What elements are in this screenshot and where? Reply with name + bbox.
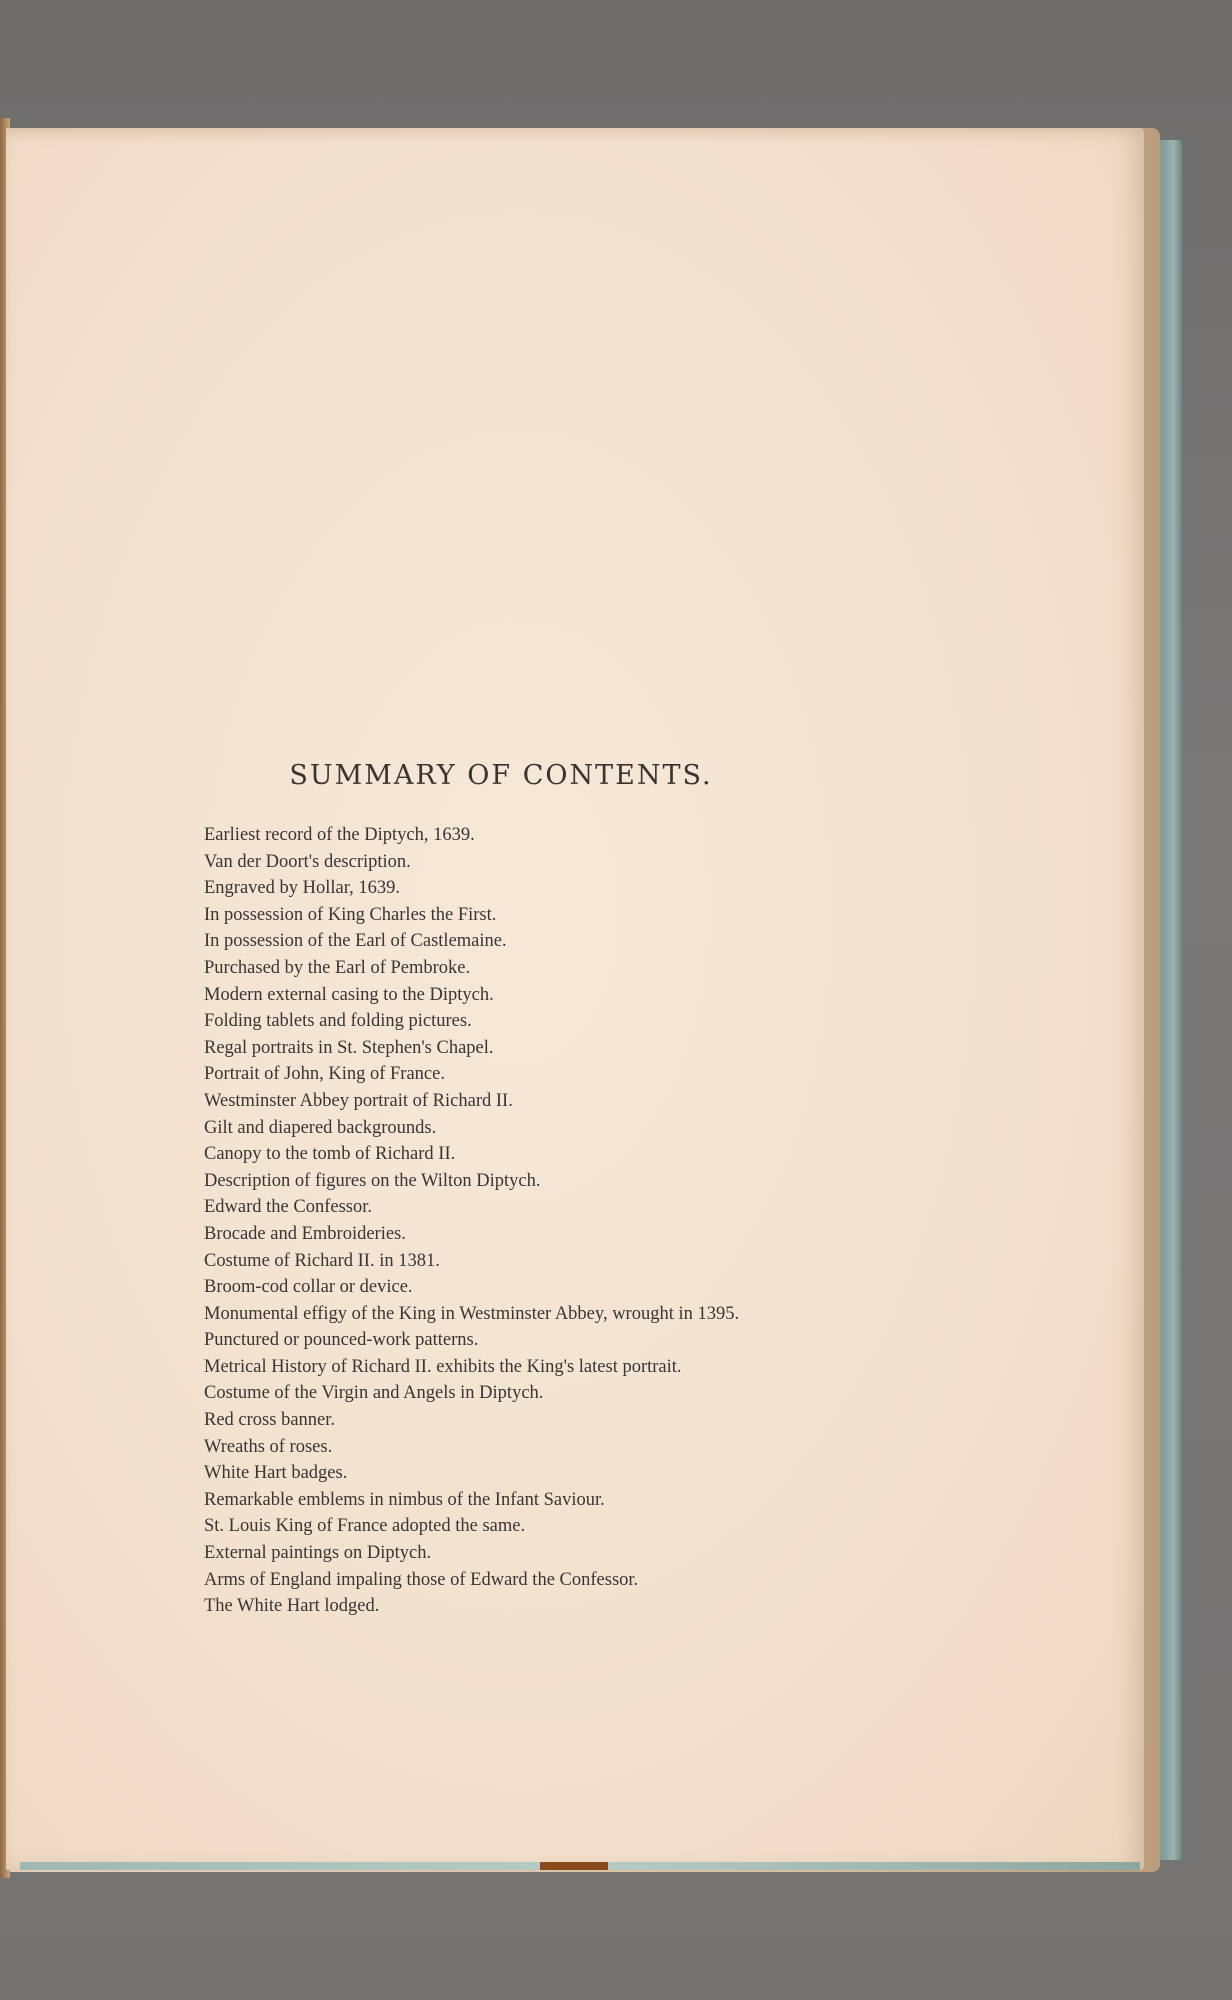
contents-entry: External paintings on Diptych. <box>204 1543 432 1564</box>
page-title: SUMMARY OF CONTENTS. <box>289 760 713 791</box>
contents-entry: Arms of England impaling those of Edward the Confessor. <box>204 1569 639 1590</box>
contents-entry: Portrait of John, King of France. <box>204 1064 445 1085</box>
contents-entry: Costume of the Virgin and Angels in Diptych. <box>204 1383 544 1404</box>
contents-entry: Description of figures on the Wilton Diptych. <box>204 1170 541 1191</box>
contents-entry: Folding tablets and folding pictures. <box>204 1011 472 1032</box>
contents-entry: White Hart badges. <box>204 1463 348 1484</box>
contents-entry: Gilt and diapered backgrounds. <box>204 1117 437 1138</box>
contents-entry: Engraved by Hollar, 1639. <box>204 878 401 899</box>
contents-entry: St. Louis King of France adopted the same. <box>204 1516 526 1537</box>
contents-entry: Monumental effigy of the King in Westminster Abbey, wrought in 1395. <box>204 1303 740 1324</box>
contents-entry: Punctured or pounced-work patterns. <box>204 1330 479 1351</box>
contents-entry: Remarkable emblems in nimbus of the Infant Saviour. <box>204 1489 605 1510</box>
contents-entry: Canopy to the tomb of Richard II. <box>204 1144 456 1165</box>
contents-list <box>204 822 739 1620</box>
contents-entry: The White Hart lodged. <box>204 1596 380 1617</box>
contents-entry: Edward the Confessor. <box>204 1197 373 1218</box>
book-page <box>6 128 1144 1870</box>
contents-entry: Costume of Richard II. in 1381. <box>204 1250 440 1271</box>
contents-entry: In possession of King Charles the First. <box>204 904 497 925</box>
contents-entry: Red cross banner. <box>204 1410 336 1431</box>
contents-entry: Westminster Abbey portrait of Richard II. <box>204 1090 513 1111</box>
contents-entry: Brocade and Embroideries. <box>204 1223 406 1244</box>
contents-entry: Broom-cod collar or device. <box>204 1277 413 1298</box>
contents-entry: In possession of the Earl of Castlemaine. <box>204 931 507 952</box>
contents-entry: Regal portraits in St. Stephen's Chapel. <box>204 1037 494 1058</box>
contents-entry: Wreaths of roses. <box>204 1436 333 1457</box>
contents-entry: Van der Doort's description. <box>204 851 411 872</box>
contents-entry: Purchased by the Earl of Pembroke. <box>204 957 471 978</box>
contents-entry: Earliest record of the Diptych, 1639. <box>204 825 475 845</box>
ribbon-tab <box>540 1862 608 1870</box>
contents-entry: Metrical History of Richard II. exhibits the King's latest portrait. <box>204 1356 682 1377</box>
contents-entry: Modern external casing to the Diptych. <box>204 984 494 1005</box>
